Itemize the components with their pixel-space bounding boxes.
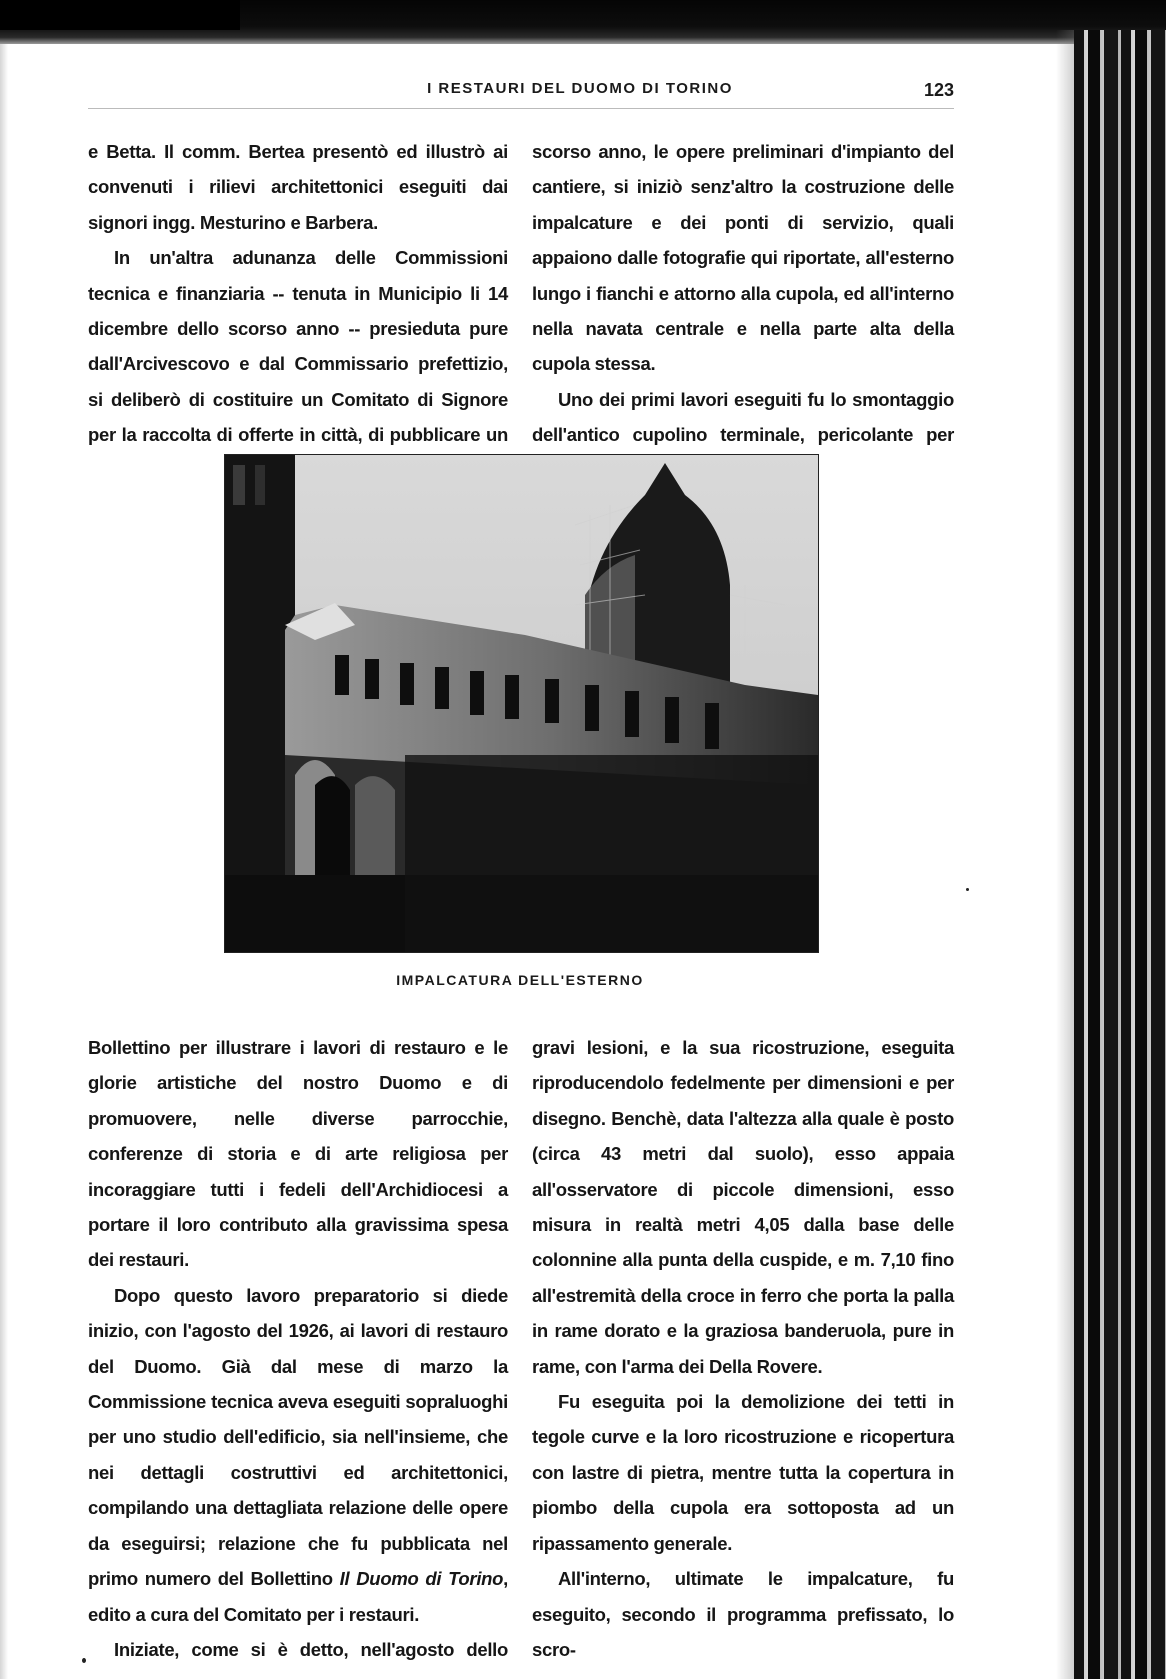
running-head: I RESTAURI DEL DUOMO DI TORINO bbox=[427, 80, 733, 97]
paragraph: In un'altra adunanza delle Commissioni tecnica e finanziaria -- tenuta in Municipio li 14 dicembre dello scorso anno -- presieduta pure dall'Arcivescovo e dal Commissario prefettizio, si deliberò di costituire un Comitato di Signore per la raccolta di offerte in città, di pubblicare un bbox=[88, 247, 508, 446]
scan-speck bbox=[966, 888, 969, 891]
paragraph: Uno dei primi lavori eseguiti fu lo smontaggio dell'antico cupolino terminale, pericolante per bbox=[532, 388, 954, 446]
paragraph: gravi lesioni, e la sua ricostruzione, eseguita riproducendolo fedelmente per dimensioni e per disegno. Benchè, data l'altezza alla quale è posto (circa 43 metri dal suolo), esso appaia all'osservatore di piccole dimensioni, esso misura in realtà metri 4,05 dalla base delle colonnine alla punta della cuspide, e m. 7,10 fino all'estremità della croce in ferro che porta la palla in rame dorato e la graziosa banderuola, pure in rame, con l'arma dei Della Rovere. bbox=[532, 1037, 954, 1377]
header-rule bbox=[88, 108, 954, 109]
paragraph: Bollettino per illustrare i lavori di restauro e le glorie artistiche del nostro Duomo e di promuovere, nelle diverse parrocchie, conferenze di storia e di arte religiosa per incoraggiare tutti i fedeli dell'Archidiocesi a portare il loro contributo alla gravissima spesa dei restauri. bbox=[88, 1037, 508, 1271]
paragraph-text-end: , edito a cura del Comitato per i restauri. bbox=[88, 1568, 509, 1625]
column-top-left bbox=[88, 134, 508, 446]
page-number: 123 bbox=[923, 80, 954, 100]
figure-caption: IMPALCATURA DELL'ESTERNO bbox=[396, 972, 644, 988]
paragraph-text: Dopo questo lavoro preparatorio si diede inizio, con l'agosto del 1926, ai lavori di restauro del Duomo. Già dal mese di marzo la Commissione tecnica aveva eseguiti sopraluoghi per uno studio dell'edificio, sia nell'insieme, che nei dettagli costruttivi ed architettonici, compilando una dettagliata relazione delle opere da eseguirsi; relazione che fu pubblicata nel primo numero del Bollettino bbox=[88, 1284, 508, 1590]
paragraph bbox=[88, 1278, 508, 1632]
paragraph: All'interno, ultimate le impalcature, fu eseguito, secondo il programma prefissato, lo scro- bbox=[532, 1568, 954, 1660]
paragraph: Fu eseguita poi la demolizione dei tetti in tegole curve e la loro ricostruzione e ricopertura con lastre di pietra, mentre tutta la copertura in piombo della cupola era sottoposta ad un ripassamento generale. bbox=[532, 1391, 954, 1554]
photograph-cathedral-scaffolding bbox=[225, 455, 818, 952]
paragraph: scorso anno, le opere preliminari d'impianto del cantiere, si iniziò senz'altro la costruzione delle impalcature e dei ponti di servizio, quali appaiono dalle fotografie qui riportate, all'esterno lungo i fianchi e attorno alla cupola, ed all'interno nella navata centrale e nella parte alta della cupola stessa. bbox=[532, 141, 954, 375]
paragraph: Iniziate, come si è detto, nell'agosto dello bbox=[114, 1638, 508, 1660]
scan-speck bbox=[82, 1658, 86, 1663]
column-bottom-left bbox=[88, 1030, 509, 1660]
bulletin-title: Il Duomo di Torino bbox=[339, 1568, 504, 1590]
paragraph: e Betta. Il comm. Bertea presentò ed illustrò ai convenuti i rilievi architettonici eseguiti dai signori ingg. Mesturino e Barbera. bbox=[88, 141, 508, 233]
column-top-right bbox=[532, 134, 954, 446]
column-bottom-right bbox=[532, 1030, 954, 1660]
